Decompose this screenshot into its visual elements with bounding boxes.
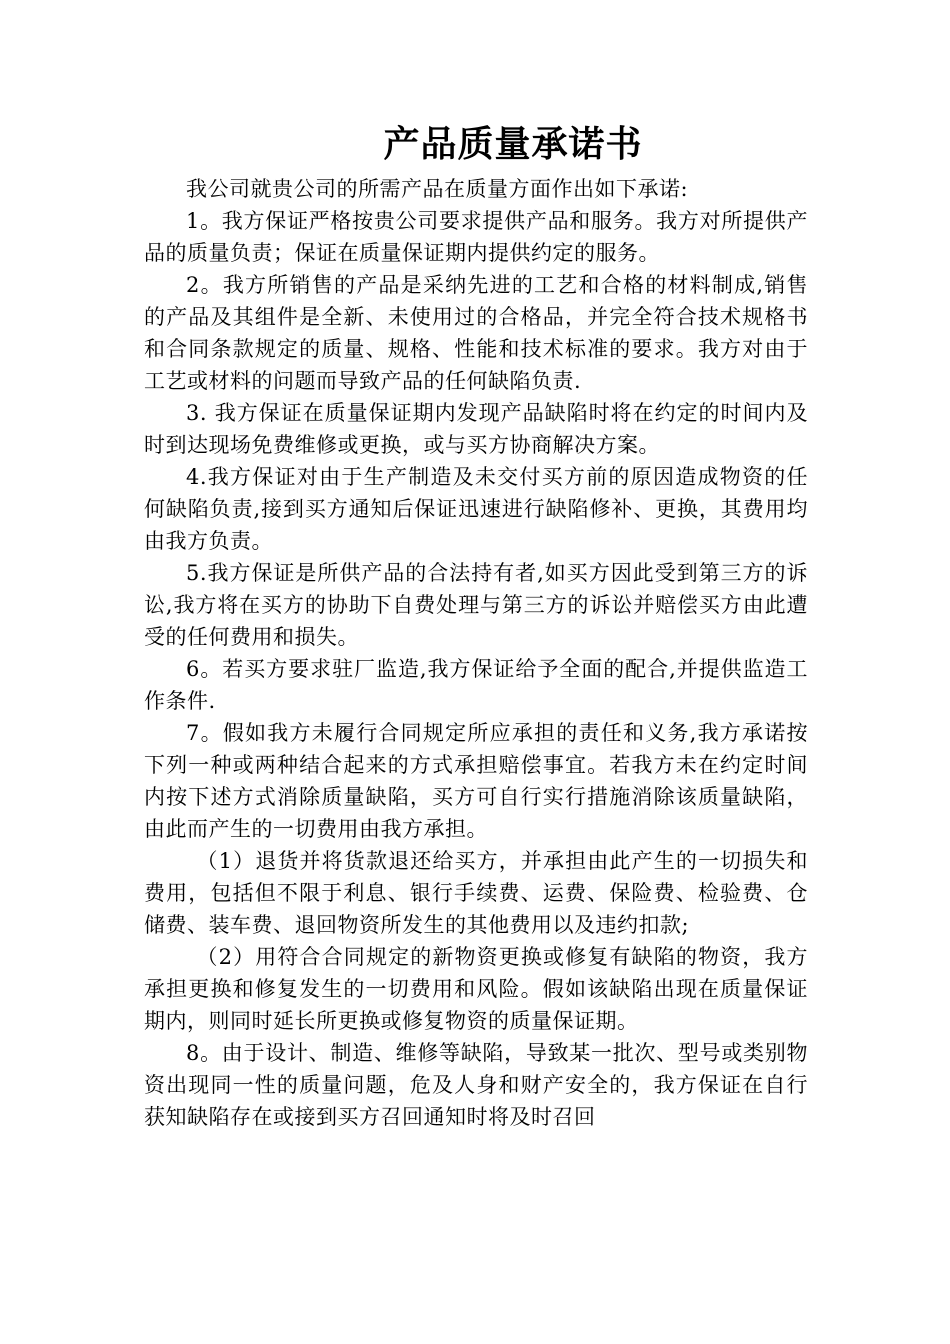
paragraph-subitem-2: （2）用符合合同规定的新物资更换或修复有缺陷的物资，我方承担更换和修复发生的一切费用和风险。假如该缺陷出现在质量保证期内，则同时延长所更换或修复物资的质量保证期。: [144, 945, 808, 1033]
paragraph-item-2: 2。我方所销售的产品是采纳先进的工艺和合格的材料制成,销售的产品及其组件是全新、未使用过的合格品，并完全符合技术规格书和合同条款规定的质量、规格、性能和技术标准的要求。我方对由于工艺或材料的问题而导致产品的任何缺陷负责.: [144, 273, 808, 393]
paragraph-intro: 我公司就贵公司的所需产品在质量方面作出如下承诺:: [186, 177, 689, 201]
paragraph-item-3: 3. 我方保证在质量保证期内发现产品缺陷时将在约定的时间内及时到达现场免费维修或更换，或与买方协商解决方案。: [144, 401, 808, 457]
document-body: [144, 173, 808, 1133]
paragraph-item-7: 7。假如我方未履行合同规定所应承担的责任和义务,我方承诺按下列一种或两种结合起来的方式承担赔偿事宜。若我方未在约定时间内按下述方式消除质量缺陷，买方可自行实行措施消除该质量缺陷，由此而产生的一切费用由我方承担。: [144, 721, 808, 841]
document-title: 产品质量承诺书: [383, 123, 643, 165]
paragraph-subitem-1: （1）退货并将货款退还给买方，并承担由此产生的一切损失和费用，包括但不限于利息、银行手续费、运费、保险费、检验费、仓储费、装车费、退回物资所发生的其他费用以及违约扣款;: [144, 849, 808, 937]
paragraph-item-5: 5.我方保证是所供产品的合法持有者,如买方因此受到第三方的诉讼,我方将在买方的协助下自费处理与第三方的诉讼并赔偿买方由此遭受的任何费用和损失。: [144, 561, 808, 649]
paragraph-item-1: 1。我方保证严格按贵公司要求提供产品和服务。我方对所提供产品的质量负责；保证在质量保证期内提供约定的服务。: [144, 209, 808, 265]
paragraph-item-8: 8。由于设计、制造、维修等缺陷，导致某一批次、型号或类别物资出现同一性的质量问题，危及人身和财产安全的，我方保证在自行获知缺陷存在或接到买方召回通知时将及时召回: [144, 1041, 808, 1129]
paragraph-item-6: 6。若买方要求驻厂监造,我方保证给予全面的配合,并提供监造工作条件.: [144, 657, 808, 713]
paragraph-item-4: 4.我方保证对由于生产制造及未交付买方前的原因造成物资的任何缺陷负责,接到买方通知后保证迅速进行缺陷修补、更换，其费用均由我方负责。: [144, 465, 808, 553]
